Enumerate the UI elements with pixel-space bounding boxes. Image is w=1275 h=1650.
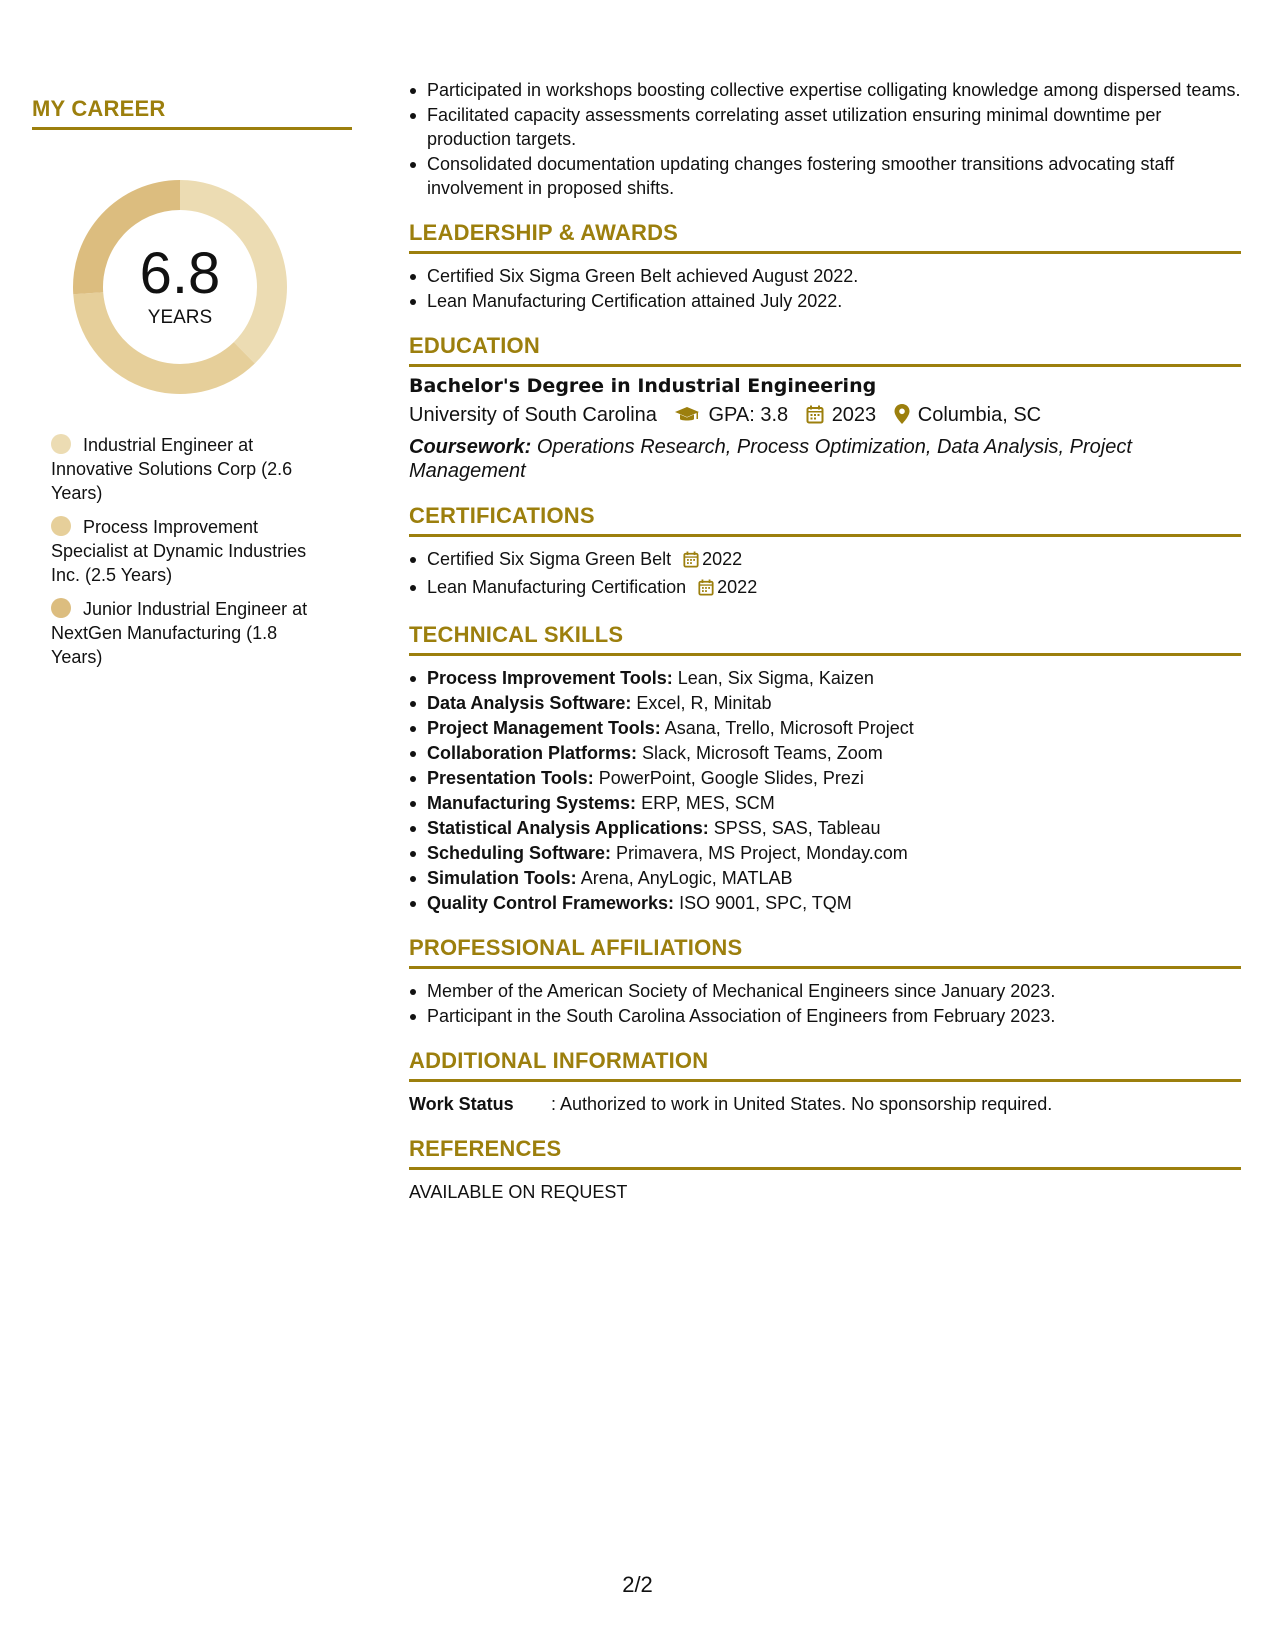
additional-section	[409, 1048, 1241, 1116]
skill-label: Manufacturing Systems:	[427, 793, 637, 813]
education-coursework	[409, 435, 1241, 483]
affiliations-section	[409, 935, 1241, 1028]
career-legend-item	[51, 515, 331, 587]
calendar-icon	[698, 578, 714, 602]
skill-item	[427, 691, 1241, 715]
education-section	[409, 333, 1241, 483]
education-school: University of South Carolina	[409, 404, 657, 426]
skills-list	[409, 666, 1241, 915]
skill-item	[427, 766, 1241, 790]
career-total	[66, 173, 294, 401]
main-content	[409, 78, 1241, 1204]
experience-bullet: Participated in workshops boosting collective expertise colligating knowledge among dispersed teams.	[427, 80, 1241, 100]
skill-label: Simulation Tools:	[427, 868, 577, 888]
skill-label: Data Analysis Software:	[427, 693, 632, 713]
career-section-title: MY CAREER	[32, 96, 352, 130]
legend-dot	[51, 516, 71, 536]
skill-value: ISO 9001, SPC, TQM	[679, 893, 852, 913]
skill-item	[427, 791, 1241, 815]
skill-item	[427, 816, 1241, 840]
career-sidebar	[32, 96, 352, 679]
skill-value: Slack, Microsoft Teams, Zoom	[642, 743, 883, 763]
certification-item	[427, 547, 1241, 574]
skill-label: Scheduling Software:	[427, 843, 612, 863]
legend-label: Junior Industrial Engineer at NextGen Manufacturing (1.8 Years)	[51, 599, 308, 667]
education-year: 2023	[831, 404, 877, 426]
education-details	[409, 400, 1241, 433]
work-status-label: Work Status	[409, 1094, 514, 1114]
affiliation-item: Participant in the South Carolina Association of Engineers from February 2023.	[427, 1004, 1241, 1028]
affiliations-list	[409, 979, 1241, 1028]
skill-value: PowerPoint, Google Slides, Prezi	[598, 768, 864, 788]
references-title: REFERENCES	[409, 1136, 1241, 1170]
certification-name: Lean Manufacturing Certification	[427, 577, 687, 597]
leadership-item: Certified Six Sigma Green Belt achieved August 2022.	[427, 264, 1241, 288]
experience-bullet: Consolidated documentation updating changes fostering smoother transitions advocating staff involvement in proposed shifts.	[427, 152, 1241, 200]
education-gpa: GPA: 3.8	[708, 404, 789, 426]
graduation-cap-icon	[674, 403, 700, 433]
leadership-list	[409, 264, 1241, 313]
calendar-icon	[806, 403, 824, 433]
skill-label: Project Management Tools:	[427, 718, 661, 738]
certifications-list	[409, 547, 1241, 602]
legend-dot	[51, 598, 71, 618]
education-degree: Bachelor's Degree in Industrial Engineering	[409, 375, 877, 397]
skills-section	[409, 622, 1241, 915]
skill-value: Lean, Six Sigma, Kaizen	[677, 668, 874, 688]
certification-year: 2022	[702, 549, 743, 569]
skill-value: Excel, R, Minitab	[636, 693, 772, 713]
career-legend-item	[51, 597, 331, 669]
leadership-title: LEADERSHIP & AWARDS	[409, 220, 1241, 254]
leadership-section	[409, 220, 1241, 313]
experience-bullets	[409, 78, 1241, 200]
experience-bullet: Facilitated capacity assessments correlating asset utilization ensuring minimal downtime per production targets.	[427, 103, 1241, 151]
career-total-unit: YEARS	[147, 307, 213, 328]
skill-value: Asana, Trello, Microsoft Project	[664, 718, 914, 738]
work-status-row	[409, 1092, 1241, 1116]
affiliation-item: Member of the American Society of Mechanical Engineers since January 2023.	[427, 979, 1241, 1003]
coursework-label: Coursework:	[409, 436, 532, 458]
work-status-value: : Authorized to work in United States. No sponsorship required.	[551, 1094, 1053, 1114]
skills-title: TECHNICAL SKILLS	[409, 622, 1241, 656]
certification-year: 2022	[717, 577, 758, 597]
legend-label: Industrial Engineer at Innovative Solutions Corp (2.6 Years)	[51, 435, 293, 503]
skill-label: Statistical Analysis Applications:	[427, 818, 709, 838]
calendar-icon	[683, 550, 699, 574]
career-legend-item	[51, 433, 331, 505]
map-pin-icon	[894, 403, 910, 433]
skill-value: Arena, AnyLogic, MATLAB	[580, 868, 793, 888]
career-donut-chart	[66, 173, 294, 401]
skill-item	[427, 741, 1241, 765]
references-text: AVAILABLE ON REQUEST	[409, 1182, 628, 1202]
skill-item	[427, 666, 1241, 690]
skill-value: ERP, MES, SCM	[641, 793, 775, 813]
references-section	[409, 1136, 1241, 1204]
skill-item	[427, 891, 1241, 915]
skill-label: Process Improvement Tools:	[427, 668, 673, 688]
education-location: Columbia, SC	[917, 404, 1042, 426]
career-legend	[51, 433, 352, 669]
page-number: 2/2	[622, 1572, 653, 1597]
leadership-item: Lean Manufacturing Certification attained July 2022.	[427, 289, 1241, 313]
certification-name: Certified Six Sigma Green Belt	[427, 549, 672, 569]
coursework-list: Operations Research, Process Optimization, Data Analysis, Project Management	[409, 436, 1132, 482]
skill-item	[427, 841, 1241, 865]
legend-label: Process Improvement Specialist at Dynamic Industries Inc. (2.5 Years)	[51, 517, 307, 585]
certification-item	[427, 575, 1241, 602]
skill-label: Quality Control Frameworks:	[427, 893, 675, 913]
legend-dot	[51, 434, 71, 454]
skill-item	[427, 716, 1241, 740]
career-total-value: 6.8	[139, 241, 221, 306]
certifications-section	[409, 503, 1241, 602]
affiliations-title: PROFESSIONAL AFFILIATIONS	[409, 935, 1241, 969]
skill-value: Primavera, MS Project, Monday.com	[616, 843, 908, 863]
skill-item	[427, 866, 1241, 890]
skill-value: SPSS, SAS, Tableau	[713, 818, 881, 838]
education-title: EDUCATION	[409, 333, 1241, 367]
skill-label: Collaboration Platforms:	[427, 743, 638, 763]
skill-label: Presentation Tools:	[427, 768, 594, 788]
certifications-title: CERTIFICATIONS	[409, 503, 1241, 537]
additional-title: ADDITIONAL INFORMATION	[409, 1048, 1241, 1082]
